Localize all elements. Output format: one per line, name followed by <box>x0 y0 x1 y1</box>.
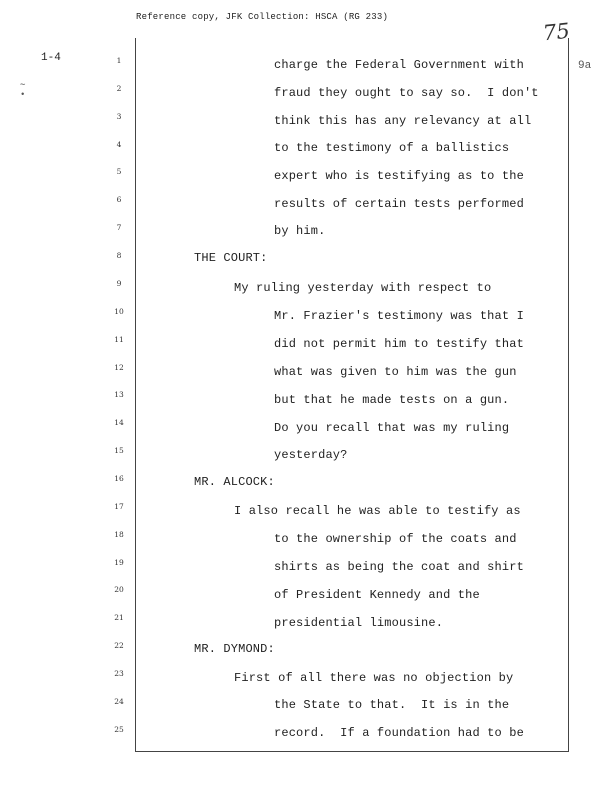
line-number: 23 <box>114 669 124 678</box>
section-reference: 1-4 <box>41 52 61 64</box>
line-number: 20 <box>114 585 124 594</box>
line-number: 15 <box>114 446 124 455</box>
transcript-line: the State to that. It is in the <box>274 698 510 712</box>
transcript-line: yesterday? <box>274 448 348 462</box>
transcript-line: to the ownership of the coats and <box>274 532 517 546</box>
line-number: 4 <box>116 140 122 149</box>
line-number: 1 <box>116 56 122 65</box>
line-number: 22 <box>114 641 124 650</box>
line-number: 19 <box>114 558 124 567</box>
transcript-line: but that he made tests on a gun. <box>274 393 510 407</box>
speaker-label: MR. DYMOND: <box>194 642 275 656</box>
line-number: 21 <box>114 613 124 622</box>
line-number: 6 <box>116 195 122 204</box>
line-number: 9 <box>116 279 122 288</box>
transcript-line: to the testimony of a ballistics <box>274 141 510 155</box>
transcript-line: Do you recall that was my ruling <box>274 421 510 435</box>
transcript-line: expert who is testifying as to the <box>274 169 524 183</box>
transcript-line: I also recall he was able to testify as <box>234 504 521 518</box>
line-number: 11 <box>114 335 124 344</box>
line-number: 10 <box>114 307 124 316</box>
page-header: Reference copy, JFK Collection: HSCA (RG 233) <box>136 12 389 22</box>
line-number: 13 <box>114 390 124 399</box>
transcript-line: Mr. Frazier's testimony was that I <box>274 309 524 323</box>
line-number: 14 <box>114 418 124 427</box>
line-number: 8 <box>116 251 122 260</box>
line-number: 25 <box>114 725 124 734</box>
line-number: 16 <box>114 474 124 483</box>
transcript-line: My ruling yesterday with respect to <box>234 281 492 295</box>
line-number: 7 <box>116 223 122 232</box>
line-number: 18 <box>114 530 124 539</box>
transcript-line: did not permit him to testify that <box>274 337 524 351</box>
transcript-line: by him. <box>274 224 326 238</box>
transcript-line: fraud they ought to say so. I don't <box>274 86 539 100</box>
margin-mark-left: ∼ • <box>20 80 26 100</box>
line-number: 24 <box>114 697 124 706</box>
line-number: 2 <box>116 84 122 93</box>
line-number: 17 <box>114 502 124 511</box>
transcript-line: presidential limousine. <box>274 616 444 630</box>
line-number: 12 <box>114 363 124 372</box>
transcript-line: what was given to him was the gun <box>274 365 517 379</box>
line-number: 3 <box>116 112 122 121</box>
speaker-label: MR. ALCOCK: <box>194 475 275 489</box>
line-number: 5 <box>116 167 122 176</box>
transcript-line: think this has any relevancy at all <box>274 114 532 128</box>
margin-mark-right: 9a <box>578 60 592 72</box>
transcript-line: results of certain tests performed <box>274 197 524 211</box>
transcript-line: of President Kennedy and the <box>274 588 480 602</box>
transcript-line: First of all there was no objection by <box>234 671 514 685</box>
transcript-line: charge the Federal Government with <box>274 58 524 72</box>
handwritten-page-number: 75 <box>541 18 571 46</box>
transcript-line: shirts as being the coat and shirt <box>274 560 524 574</box>
transcript-line: record. If a foundation had to be <box>274 726 524 740</box>
speaker-label: THE COURT: <box>194 251 268 265</box>
